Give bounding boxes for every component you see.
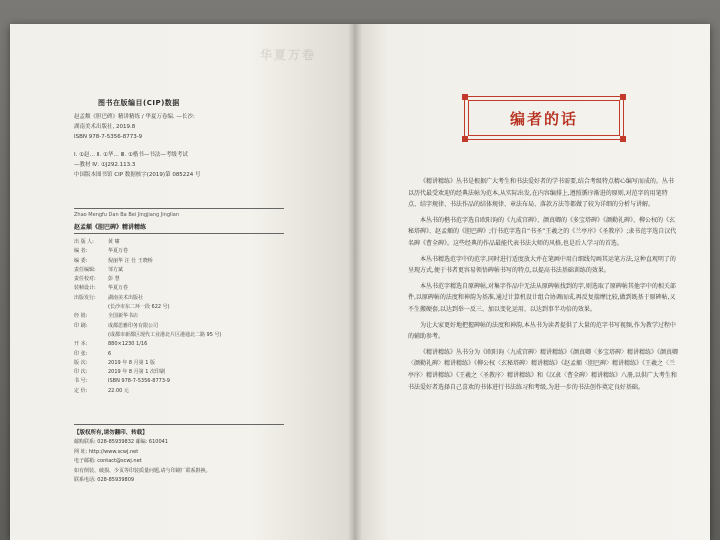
paragraph: 为让大家更好地把握碑帖的法度和神韵,本丛书为读者提供了大量的范字书写视频,作为教学过程中的辅助参考。	[408, 321, 676, 341]
pub-row: (长沙市东二环一段 622 号)	[108, 304, 170, 311]
pub-row: 定 价: 22.00 元	[74, 387, 129, 394]
pub-row: 装帧设计: 华夏万卷	[74, 285, 129, 292]
cip-line: ISBN 978-7-5356-8773-9	[74, 134, 143, 140]
copyright-page	[10, 24, 354, 540]
divider	[74, 233, 284, 234]
pub-row: 责任编辑: 邹方斌	[74, 266, 124, 273]
cip-line: 中国版本图书馆 CIP 数据核字(2019)第 085224 号	[74, 172, 201, 178]
cip-spacer	[74, 142, 314, 150]
divider	[74, 424, 284, 425]
paragraph: 本丛书范字精选自原碑帖,对集字作品中无法从原碑帖找到的字,则选取了原碑帖其他字中的相关部件,以原碑帖的法度和神韵为基准,通过计算机设计组合协调而成,再反复揣摩比较,做到既基于原碑帖,又不生搬硬套,以达到举一反三、加以变化运用、以达到事半功倍的效果。	[408, 282, 676, 313]
pub-row: 印 张: 6	[74, 350, 112, 357]
book-gutter	[348, 24, 362, 540]
pinyin-title: Zhao Mengfu Dan Ba Bei Jingjiang Jinglian	[74, 212, 179, 218]
cip-title: 图书在版编目(CIP)数据	[98, 99, 180, 107]
cip-line: —教材 Ⅳ. ①J292.113.3	[74, 162, 136, 168]
notice-line: 邮购联系: 028-85939832 邮编: 610041	[74, 439, 169, 445]
ghost-show-through-text: 华夏万卷	[260, 48, 317, 62]
pub-row: 印 次: 2019 年 8 月第 1 次印刷	[74, 369, 166, 376]
paragraph: 《精讲精练》丛书分为《欧阳询〈九成宫碑〉精讲精练》《颜真卿〈多宝塔碑〉精讲精练》《颜真卿〈颜勤礼碑〉精讲精练》《柳公权〈玄秘塔碑〉精讲精练》《赵孟頫〈胆巴碑〉精讲精练》《王羲之〈兰亭序〉精讲精练》《王羲之〈圣教序〉精讲精练》和《汉隶〈曹全碑〉精讲精练》八册,以供广大考生和书法爱好者选择自己喜欢的书体进行书法练习和考级,为进一步的书法创作奠定良好基础。	[408, 348, 679, 391]
pub-row: 书 号: ISBN 978-7-5356-8773-9	[74, 378, 170, 385]
pub-row: 开 本: 880×1230 1/16	[74, 341, 148, 348]
cip-line: 湖南美术出版社, 2019.8	[74, 124, 136, 130]
paragraph: 《精讲精练》丛书是根据广大考生和书法爱好者的学书需要,结合考级特点精心编写而成的。丛书以历代最受欢迎的经典法帖为范本,从实际出发,在内容编排上,遵照循序渐进的原则,对范字的用笔特点、结字规律、书法作品的结体规律、章法布局、落款方法等都做了较为详细的分析与讲解。	[408, 178, 674, 209]
notice-line: 网 址: http://www.scwj.net	[74, 448, 139, 455]
pub-row: 出版发行: 湖南美术出版社	[74, 294, 144, 301]
title-frame	[464, 96, 624, 140]
preface-page	[354, 24, 710, 540]
cip-line: 赵孟頫《胆巴碑》精讲精练 / 华夏万卷编. —长沙:	[74, 114, 195, 120]
pub-row: 责任校对: 彭 慧	[74, 276, 120, 283]
pub-row: 出 版 人: 黄 啸	[74, 239, 120, 245]
pub-row: 印 刷: 成都思雅印务有限公司	[74, 322, 159, 329]
pub-row: 编 者: 华夏万卷	[74, 248, 129, 255]
book-title: 赵孟頫《胆巴碑》精讲精练	[74, 224, 147, 231]
divider	[74, 208, 284, 209]
cip-line: Ⅰ. ①赵… Ⅱ. ①华… Ⅲ. ①楷书—书法—考级考试	[74, 152, 188, 158]
publication-info	[74, 238, 314, 396]
preface-title: 编者的话	[509, 109, 578, 128]
pub-row: 编 委: 倪丽华 汪 仕 王晓桥	[74, 257, 153, 264]
notice-heading: 【版权所有,请勿翻印、转载】	[74, 430, 148, 436]
notice-line: 如有倒装、破损、少页等印装质量问题,请与印刷厂联系斟换。	[74, 467, 211, 474]
preface-body	[408, 176, 678, 397]
pub-row: 版 次: 2019 年 8 月第 1 版	[74, 359, 156, 366]
copyright-notice	[74, 428, 314, 486]
pub-row: 经 销: 全国新华书店	[74, 313, 139, 320]
cip-data-block	[74, 112, 314, 180]
paragraph: 本丛书的楷书范字选自欧阳询的《九成宫碑》、颜真卿的《多宝塔碑》《颜勤礼碑》、柳公权的《玄秘塔碑》、赵孟頫的《胆巴碑》;行书范字选自“书圣”王羲之的《兰亭序》《圣教序》;隶书范字选自汉代名碑《曹全碑》。这些经典的作品最能代表书法大师的风格,也是后人学习的首选。	[408, 216, 677, 247]
pub-row: (成都市新都区现代工业港北片区港通北二路 95 号)	[108, 331, 222, 338]
paragraph: 本丛书精选范字中的范字,同时进行适度放大并在笔画中用白细线勾画其运笔方法,这种直观明了的呈现方式,便于书者更容易领悟碑帖书写的特点,以提高书法基础训练的效果。	[408, 255, 676, 275]
open-book	[10, 24, 710, 540]
notice-line: 电子邮箱: contact@scwj.net	[74, 458, 142, 464]
notice-line: 联系电话: 028-85939809	[74, 477, 135, 483]
